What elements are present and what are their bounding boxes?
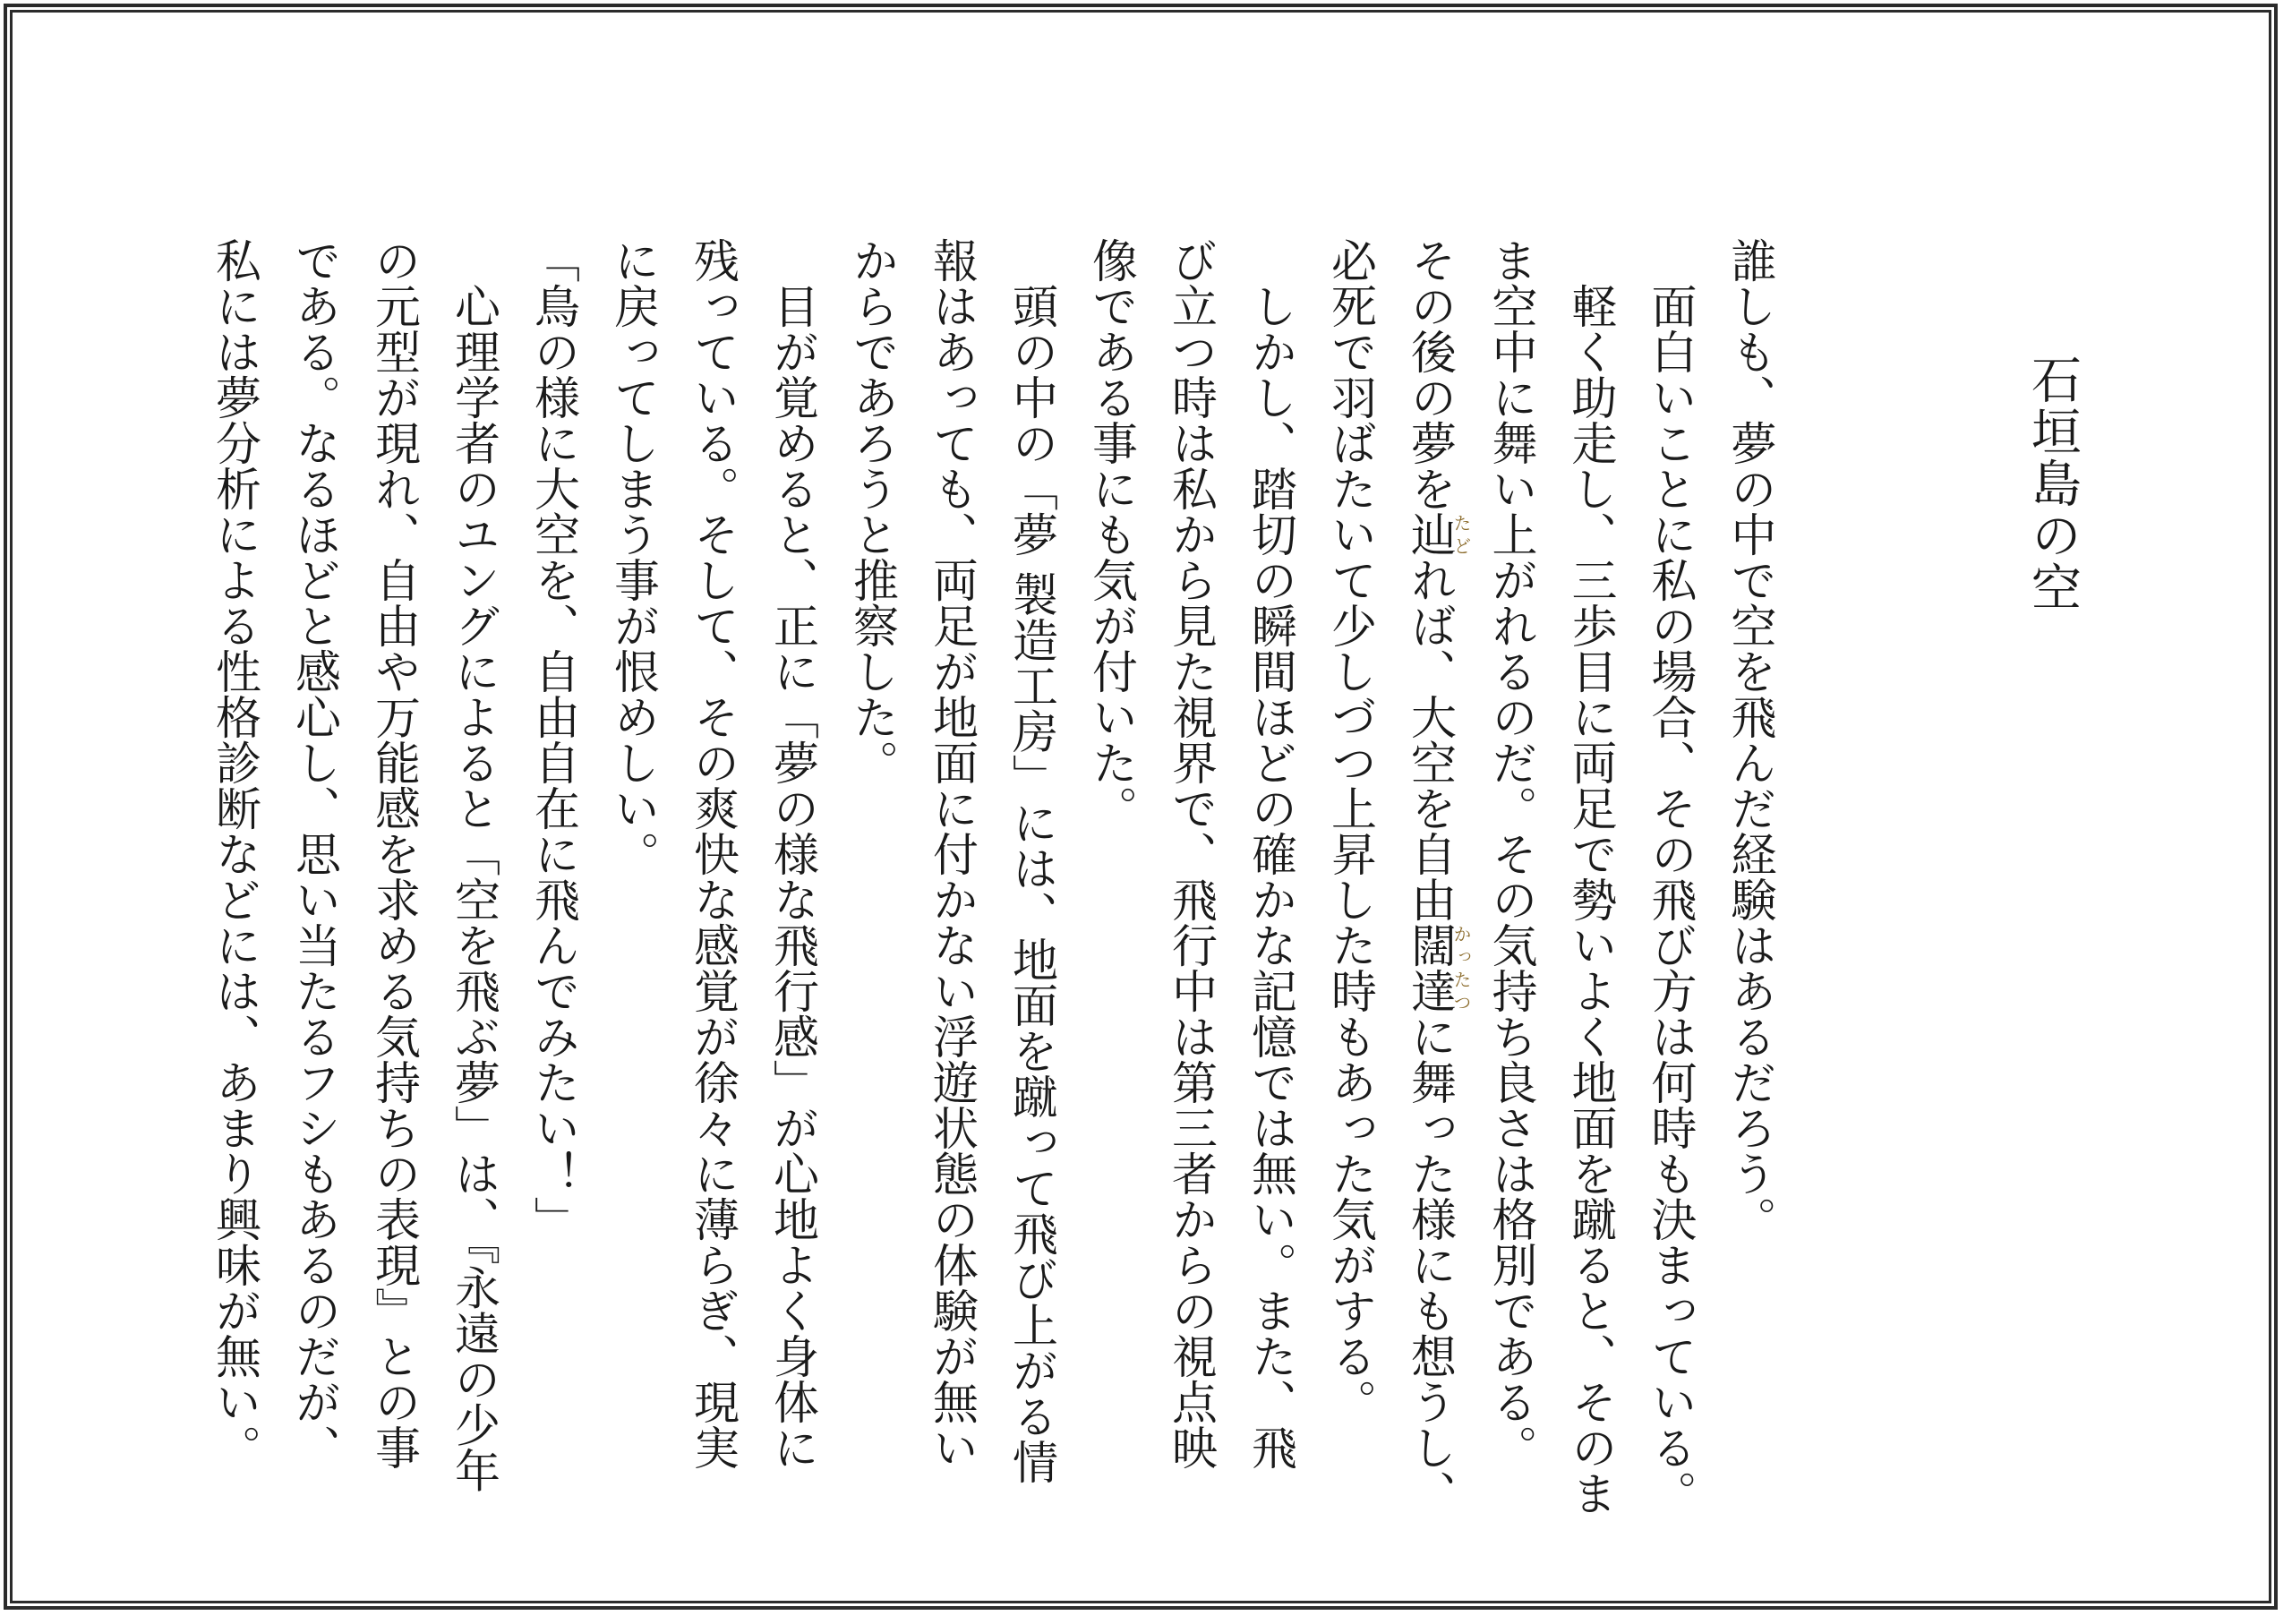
text-line: ま空中に舞い上がれるのだ。その気持ち良さは格別である。 [1484, 237, 1536, 1470]
text-line: 心理学者のユングによると「空を飛ぶ夢」は、『永遠の少年 [446, 283, 500, 1493]
text-line: 軽く助走し、三歩目に両足で勢いよく地面を蹴ると、そのま [1563, 283, 1616, 1516]
text-line: 「鳥の様に大空を、自由自在に飛んでみたい！」 [526, 237, 579, 1242]
text-line: である。なるほどと感心し、思い当たるフシもあるのだが、 [286, 237, 340, 1470]
text-line-ruby: その後の夢を辿たどれば、大空を自由闊達かったつに舞った様にも想うし、 [1402, 237, 1472, 1516]
text-line: 誰しも、夢の中で空を飛んだ経験はあるだろう。 [1723, 237, 1775, 1242]
ruby-reading: かったつ [1450, 922, 1472, 1013]
document-title: 石垣島の空 [2023, 354, 2082, 613]
text-line: び立つ時は私から見た視界で、飛行中は第三者からの視点映 [1163, 237, 1217, 1470]
text-line: 目が覚めると、正に「夢の様な飛行感」が心地よく身体に [765, 283, 818, 1470]
ruby-tado: 辿たど [1402, 511, 1472, 557]
text-line: 面白いことに私の場合、その飛び方は何時も決まっている。 [1643, 283, 1696, 1516]
ruby-kattatsu: 闊達かったつ [1402, 922, 1472, 1013]
text-line: からであろうと推察した。 [844, 237, 898, 785]
text-line: 必死で羽ばたいて少しづつ上昇した時もあった気がする。 [1322, 237, 1376, 1424]
text-line: しかし、踏切の瞬間ほどの確かな記憶では無い。また、飛 [1243, 283, 1296, 1470]
text-line: 残っている。そして、その爽快な感覚が徐々に薄らぎ、現実 [685, 237, 739, 1470]
text-line: に戻ってしまう事が恨めしい。 [605, 237, 659, 876]
text-line: 像である事にも気が付いた。 [1083, 237, 1137, 831]
essay-body [194, 237, 1790, 1516]
text-line: 報はあっても、両足が地面に付かない浮遊状態の体験が無い [924, 237, 978, 1470]
ruby-reading: たど [1450, 511, 1472, 557]
text-line: 頭の中の「夢 製造工房」には、地面を蹴って飛び上がる情 [1004, 283, 1057, 1485]
text-line: の元型が現れ、自由や万能感を求める気持ちの表現』との事 [366, 237, 420, 1470]
text-line: 私には夢分析による性格診断などには、あまり興味が無い。 [207, 237, 261, 1470]
